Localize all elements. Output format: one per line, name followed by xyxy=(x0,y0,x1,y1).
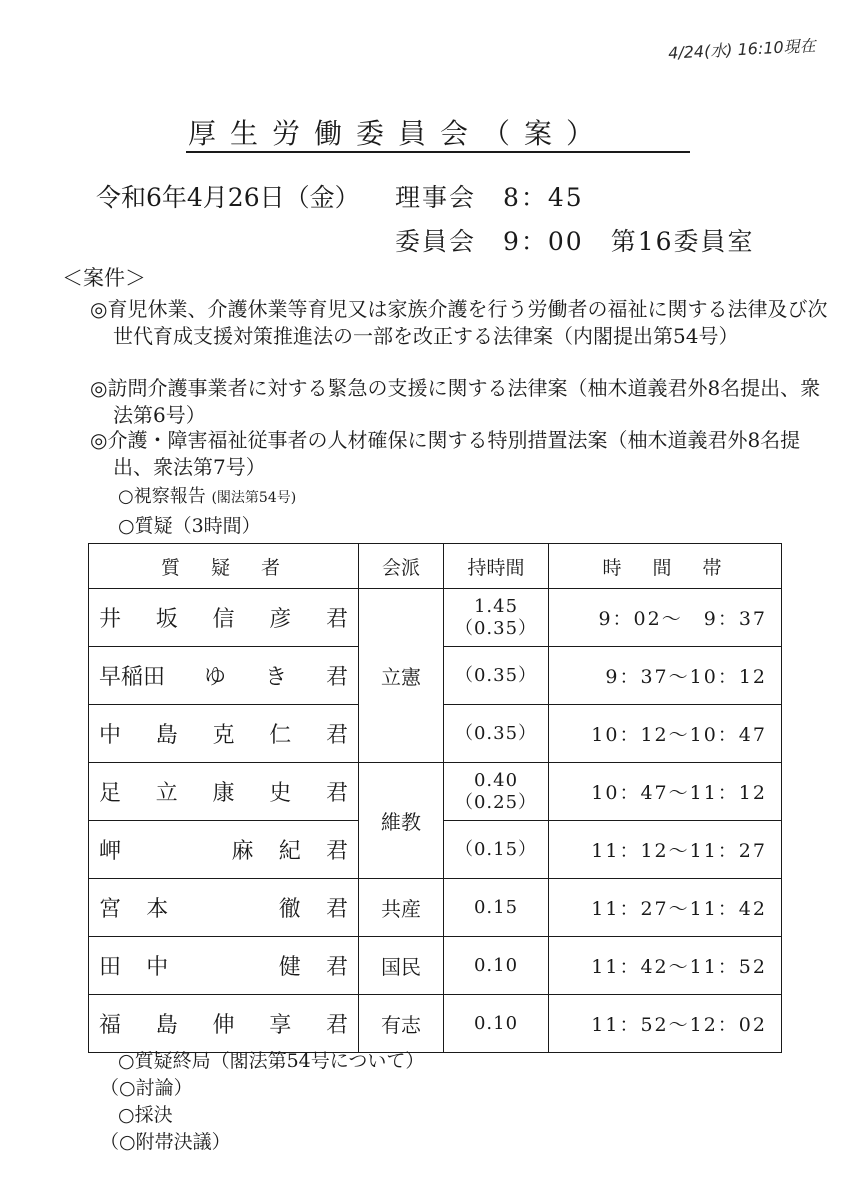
header-allotted-time: 持時間 xyxy=(444,544,549,589)
board-meeting-time: 理事会 8：45 xyxy=(395,183,584,212)
agenda-item-3: ◎介護・障害福祉従事者の人材確保に関する特別措置法案（柚木道義君外8名提出、衆法第7号） xyxy=(90,428,801,479)
time-slot: 9：37～10：12 xyxy=(549,647,782,705)
questioner-name: 早稲田 ゆ き 君 xyxy=(89,647,359,705)
questioning-label: ○質疑（3時間） xyxy=(118,515,261,537)
header-time-slot: 時 間 帯 xyxy=(549,544,782,589)
questioner-table xyxy=(88,543,782,1053)
questioner-name: 福 島 伸 享 君 xyxy=(89,995,359,1053)
allotted-total: 1.45 xyxy=(473,595,519,617)
closing-item-4: （○附帯決議） xyxy=(100,1131,231,1153)
questioner-name: 岬 麻 紀 君 xyxy=(89,821,359,879)
time-slot: 9：02～ 9：37 xyxy=(549,589,782,647)
inspection-report xyxy=(118,482,296,508)
agenda-item-1: ◎育児休業、介護休業等育児又は家族介護を行う労働者の福祉に関する法律及び次世代育成支援対策推進法の一部を改正する法律案（内閣提出第54号） xyxy=(90,297,828,348)
table-row xyxy=(89,995,782,1053)
allotted-individual: （0.35） xyxy=(454,617,538,639)
handwritten-note: 4/24(水) 16:10現在 xyxy=(667,35,817,63)
page-title: 厚生労働委員会（案） xyxy=(188,117,609,150)
questioner-name: 田 中 健 君 xyxy=(89,937,359,995)
closing-item-1: ○質疑終局（閣法第54号について） xyxy=(118,1050,425,1072)
questioner-name: 井 坂 信 彦 君 xyxy=(89,589,359,647)
header-party: 会派 xyxy=(359,544,444,589)
header-questioner: 質 疑 者 xyxy=(89,544,359,589)
party-cell: 共産 xyxy=(359,879,444,937)
allotted-time: 0.10 xyxy=(444,995,549,1053)
inspection-report-label: ○視察報告 xyxy=(118,486,206,507)
table-row xyxy=(89,937,782,995)
table-row xyxy=(89,589,782,647)
time-slot: 10：47～11：12 xyxy=(549,763,782,821)
title-underline xyxy=(186,151,690,153)
agenda-item-2: ◎訪問介護事業者に対する緊急の支援に関する法律案（柚木道義君外8名提出、衆法第6号） xyxy=(90,376,821,427)
committee-meeting-time: 委員会 9：00 第16委員室 xyxy=(395,227,755,256)
questioner-name: 宮 本 徹 君 xyxy=(89,879,359,937)
allotted-time: （0.35） xyxy=(444,705,549,763)
party-cell: 有志 xyxy=(359,995,444,1053)
party-cell: 国民 xyxy=(359,937,444,995)
allotted-time: 0.15 xyxy=(444,879,549,937)
time-slot: 11：52～12：02 xyxy=(549,995,782,1053)
inspection-report-note: (閣法第54号) xyxy=(211,490,297,506)
table-row xyxy=(89,879,782,937)
table-header-row xyxy=(89,544,782,589)
closing-item-2: （○討論） xyxy=(100,1077,193,1099)
time-slot: 11：27～11：42 xyxy=(549,879,782,937)
time-slot: 10：12～10：47 xyxy=(549,705,782,763)
allotted-time: （0.35） xyxy=(444,647,549,705)
table-row xyxy=(89,763,782,821)
allotted-individual: （0.25） xyxy=(454,791,538,813)
allotted-total: 0.40 xyxy=(473,769,519,791)
questioner-name: 中 島 克 仁 君 xyxy=(89,705,359,763)
time-slot: 11：42～11：52 xyxy=(549,937,782,995)
allotted-time xyxy=(444,589,549,647)
time-slot: 11：12～11：27 xyxy=(549,821,782,879)
party-cell: 立憲 xyxy=(359,589,444,763)
closing-item-3: ○採決 xyxy=(118,1104,173,1126)
party-cell: 維教 xyxy=(359,763,444,879)
agenda-heading: ＜案件＞ xyxy=(62,266,146,290)
questioner-name: 足 立 康 史 君 xyxy=(89,763,359,821)
allotted-time: （0.15） xyxy=(444,821,549,879)
allotted-time: 0.10 xyxy=(444,937,549,995)
meeting-date: 令和6年4月26日（金） xyxy=(96,183,360,212)
allotted-time xyxy=(444,763,549,821)
